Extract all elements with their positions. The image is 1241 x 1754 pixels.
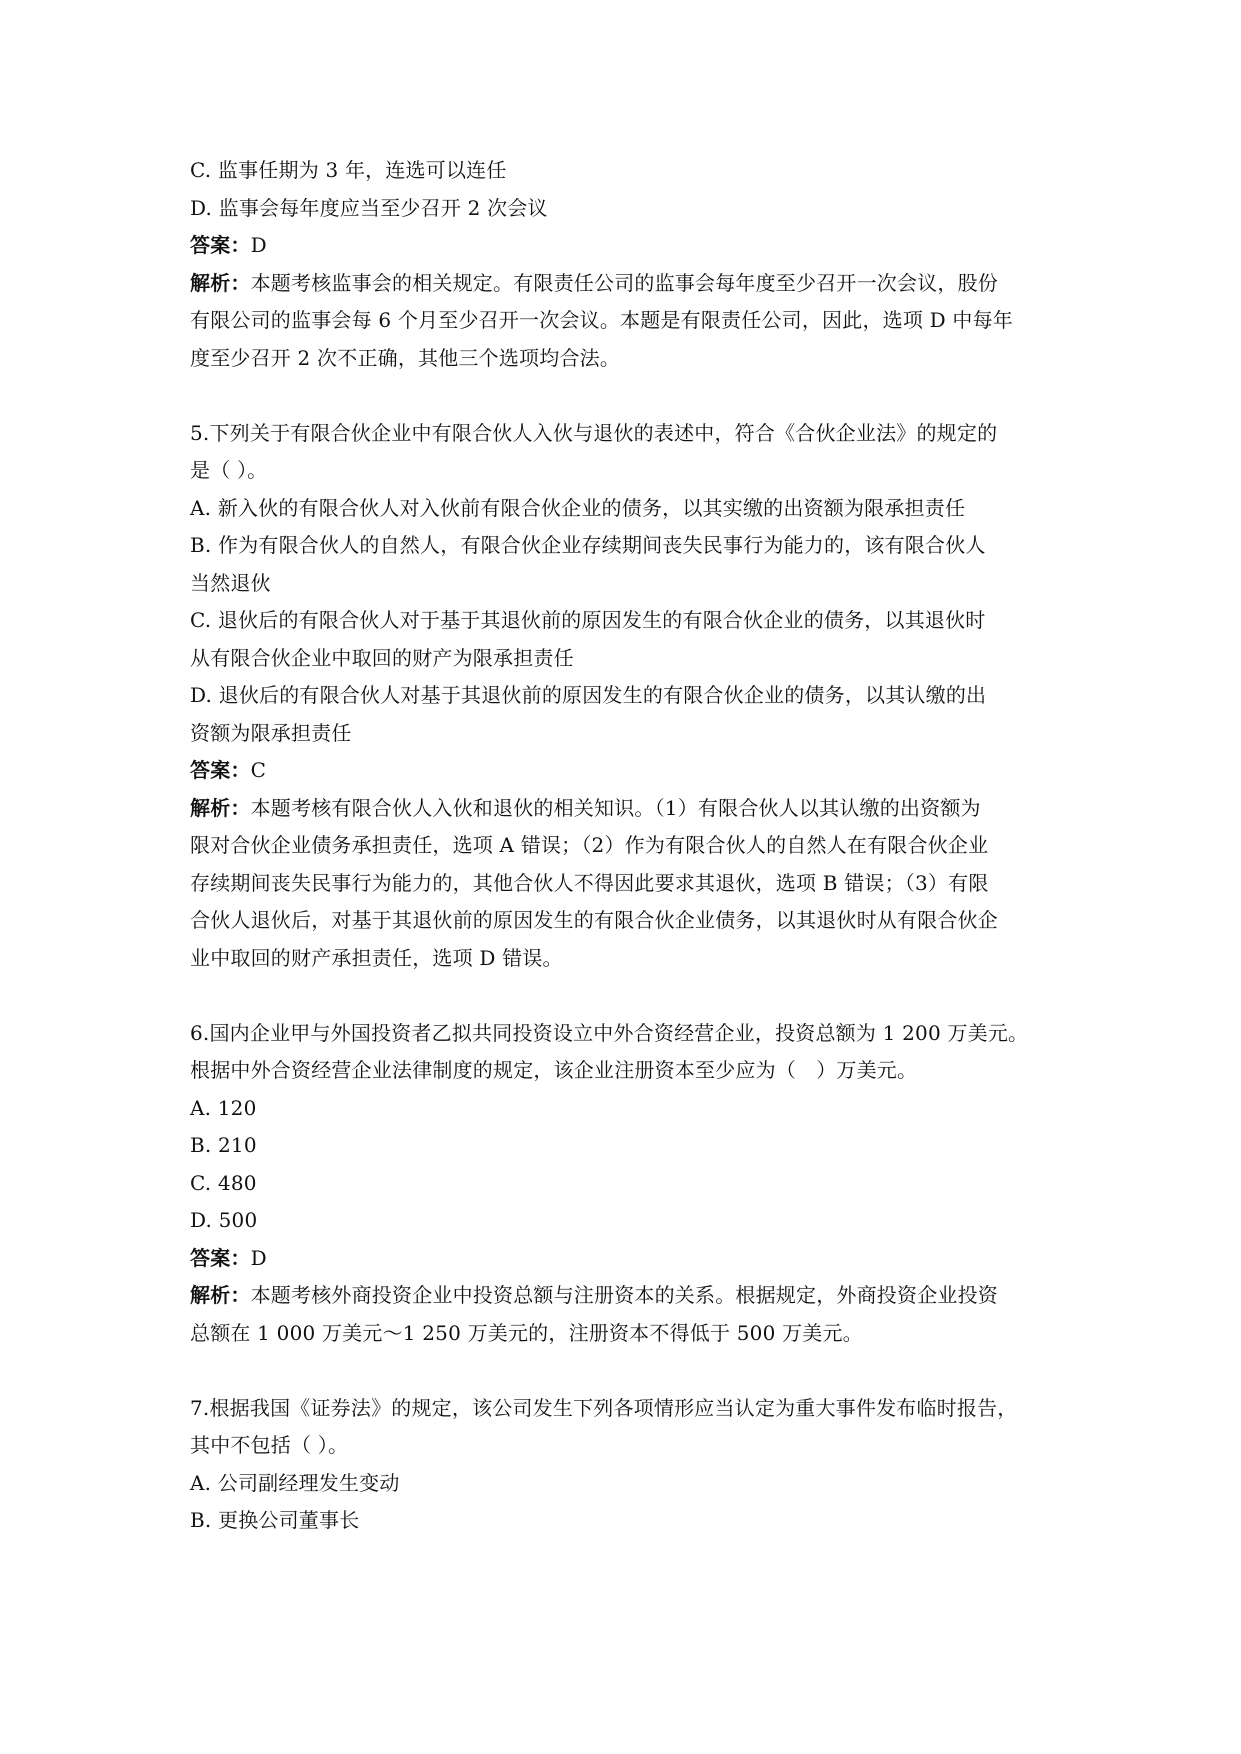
q5-option-c: C. 退伙后的有限合伙人对于基于其退伙前的原因发生的有限合伙企业的债务，以其退伙时 xyxy=(190,608,986,632)
answer-value: D xyxy=(250,233,267,257)
document-page xyxy=(190,152,1070,1540)
q6-option: D. 500 xyxy=(190,1208,258,1232)
q6-option: C. 480 xyxy=(190,1170,257,1195)
q5-option-c: 从有限合伙企业中取回的财产为限承担责任 xyxy=(190,645,574,670)
q6-analysis-line: 解析：本题考核外商投资企业中投资总额与注册资本的关系。根据规定，外商投资企业投资 xyxy=(190,1283,999,1307)
analysis-label: 解析： xyxy=(190,270,251,295)
q7-stem: 其中不包括（ ）。 xyxy=(190,1433,349,1457)
q5-option-b: 当然退伙 xyxy=(190,570,271,595)
spacer xyxy=(190,977,1070,1015)
q6-stem: 6.国内企业甲与外国投资者乙拟共同投资设立中外合资经营企业，投资总额为 1 200 万美元。 xyxy=(190,1020,1029,1045)
q5-analysis-line: 合伙人退伙后，对基于其退伙前的原因发生的有限合伙企业债务，以其退伙时从有限合伙企 xyxy=(190,908,998,932)
q5-option-d: 资额为限承担责任 xyxy=(190,720,352,745)
spacer xyxy=(190,1352,1070,1390)
q4-option-d: D. 监事会每年度应当至少召开 2 次会议 xyxy=(190,195,548,220)
q5-analysis-line: 限对合伙企业债务承担责任，选项 A 错误；（2）作为有限合伙人的自然人在有限合伙企业 xyxy=(190,833,989,857)
q5-stem: 是（ ）。 xyxy=(190,458,268,482)
q6-analysis-line: 总额在 1 000 万美元～1 250 万美元的，注册资本不得低于 500 万美元。 xyxy=(190,1320,863,1345)
analysis-label: 解析： xyxy=(190,795,251,820)
answer-label: 答案： xyxy=(190,1245,251,1270)
q4-option-c: C. 监事任期为 3 年，连选可以连任 xyxy=(190,158,507,182)
answer-value: C xyxy=(250,758,267,782)
q7-option: B. 更换公司董事长 xyxy=(190,1508,360,1532)
q5-analysis-line: 存续期间丧失民事行为能力的，其他合伙人不得因此要求其退伙，选项 B 错误；（3）有限 xyxy=(190,870,989,895)
analysis-label: 解析： xyxy=(190,1283,251,1307)
q5-option-d: D. 退伙后的有限合伙人对基于其退伙前的原因发生的有限合伙企业的债务，以其认缴的出 xyxy=(190,683,987,707)
q7-option: A. 公司副经理发生变动 xyxy=(190,1470,400,1495)
q6-option: B. 210 xyxy=(190,1133,257,1157)
q4-answer xyxy=(190,227,1070,265)
answer-value: D xyxy=(250,1245,267,1270)
answer-label: 答案： xyxy=(190,758,251,782)
q5-stem: 5.下列关于有限合伙企业中有限合伙人入伙与退伙的表述中，符合《合伙企业法》的规定的 xyxy=(190,420,998,445)
answer-label: 答案： xyxy=(190,233,251,257)
q5-analysis-line: 解析：本题考核有限合伙人入伙和退伙的相关知识。（1）有限合伙人以其认缴的出资额为 xyxy=(190,795,981,820)
spacer xyxy=(190,377,1070,415)
q5-option-a: A. 新入伙的有限合伙人对入伙前有限合伙企业的债务，以其实缴的出资额为限承担责任 xyxy=(190,495,966,520)
q5-option-b: B. 作为有限合伙人的自然人，有限合伙企业存续期间丧失民事行为能力的，该有限合伙人 xyxy=(190,533,986,557)
q4-analysis-line: 度至少召开 2 次不正确，其他三个选项均合法。 xyxy=(190,345,621,370)
q4-analysis-line: 解析：本题考核监事会的相关规定。有限责任公司的监事会每年度至少召开一次会议，股份 xyxy=(190,270,999,295)
q6-option: A. 120 xyxy=(190,1095,257,1120)
q6-stem: 根据中外合资经营企业法律制度的规定，该企业注册资本至少应为（ ）万美元。 xyxy=(190,1058,918,1082)
q6-answer xyxy=(190,1240,1070,1278)
q7-stem: 7.根据我国《证券法》的规定，该公司发生下列各项情形应当认定为重大事件发布临时报告， xyxy=(190,1395,1018,1420)
q4-analysis-line: 有限公司的监事会每 6 个月至少召开一次会议。本题是有限责任公司，因此，选项 D 中每年 xyxy=(190,308,1013,332)
q5-answer xyxy=(190,752,1070,790)
q5-analysis-line: 业中取回的财产承担责任，选项 D 错误。 xyxy=(190,945,563,970)
